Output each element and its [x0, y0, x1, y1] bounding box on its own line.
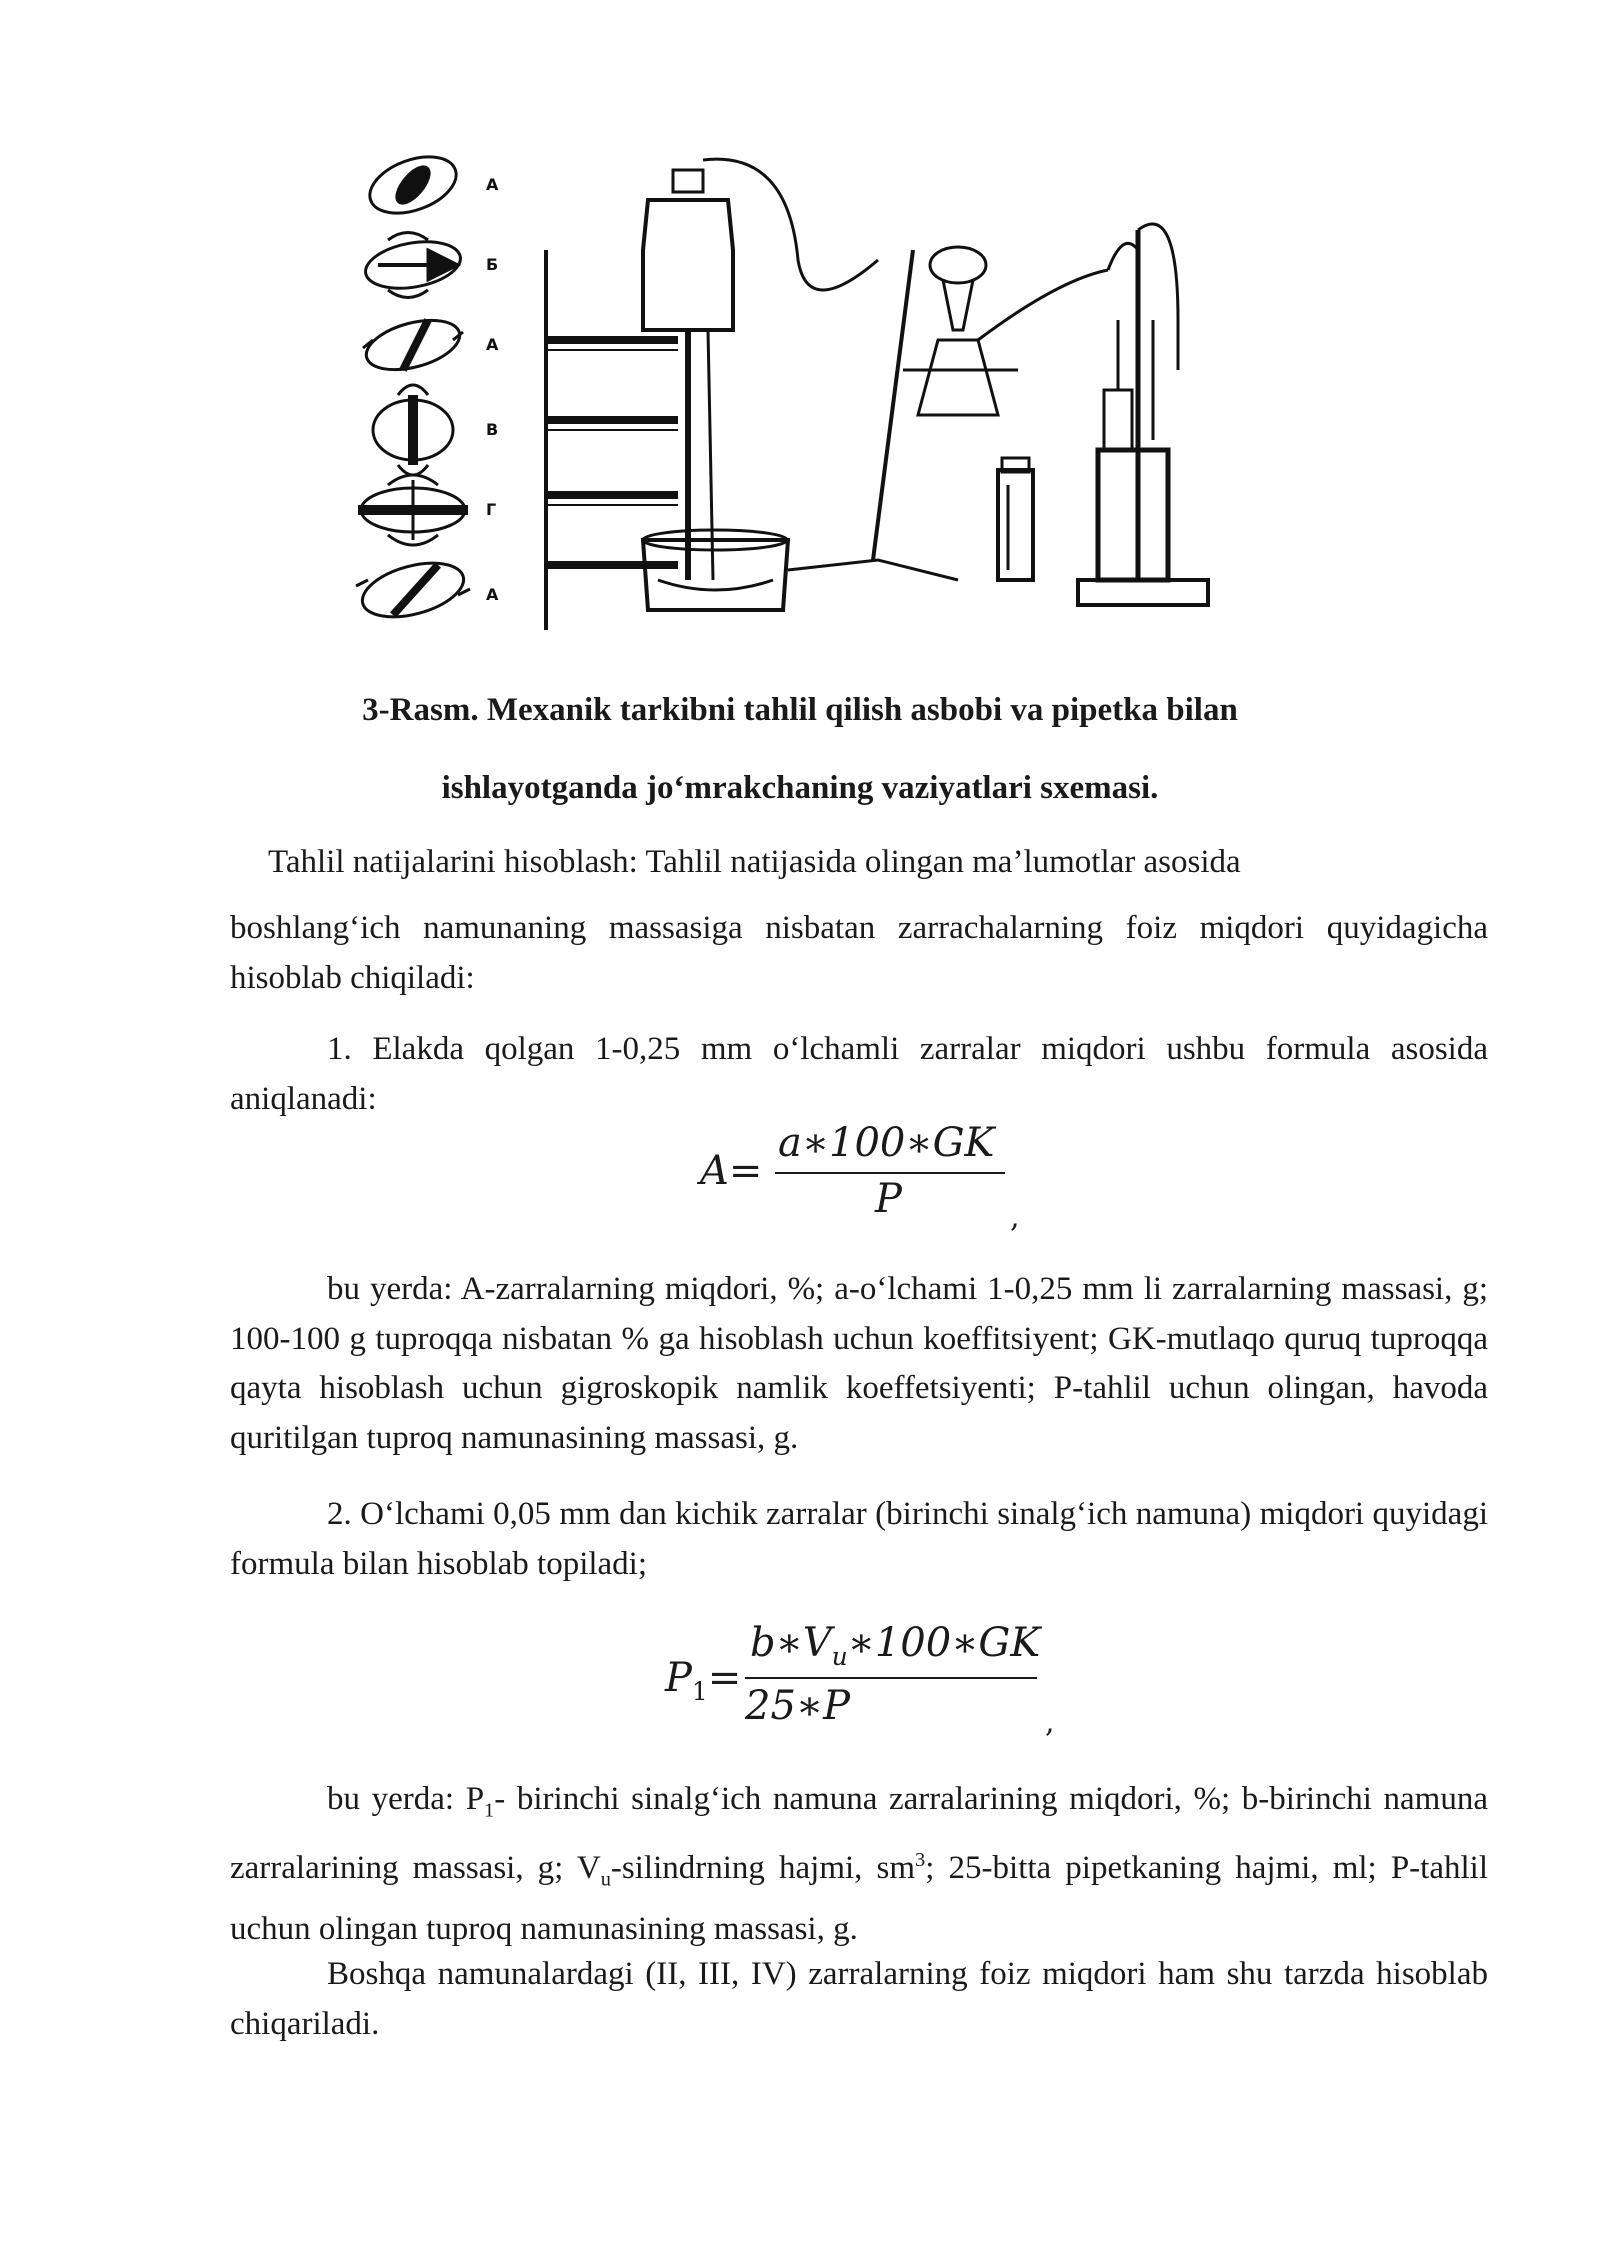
stopcock-position-1	[362, 146, 464, 224]
apparatus-figure	[318, 140, 1268, 640]
stage-letter-2: Б	[486, 255, 499, 274]
formula-P1-comma: ,	[1045, 1705, 1055, 1740]
stopcock-position-6	[356, 553, 470, 626]
stage-letter-1: А	[486, 175, 499, 194]
formula-A-numerator: a∗100∗GK	[778, 1120, 995, 1166]
paragraph-intro-line-1: Tahlil natijalarini hisoblash: Tahlil natijasida olingan ma’lumotlar asosida	[268, 844, 1241, 880]
stage-letter-6: А	[486, 585, 499, 604]
paragraph-definitions-2: bu yerda: $P_1-$ birinchi sinalg‘ich namuna zarralarining miqdori, %; b-birinchi namuna zarralarining massasi, g; $V_u$-silindrning hajmi, $sm^3$; 25-bitta pipetkaning hajmi, ml; P-tahlil uchun olingan tuproq namunasining massasi, g.	[230, 1781, 1488, 1948]
paragraph-step-1: 1. Elakda qolgan 1-0,25 mm o‘lchamli zarralar miqdori ushbu formula asosida aniqlanadi:	[230, 1031, 1488, 1117]
formula-A-fraction-bar	[775, 1172, 1005, 1174]
beaker	[643, 530, 788, 610]
formula-P1-numerator: $b∗V_u∗100∗GK$	[750, 1620, 1041, 1671]
formula-A-denominator: P	[875, 1176, 902, 1222]
formula-P1-denominator: 25∗P	[745, 1683, 850, 1729]
stopcock-position-4	[373, 385, 453, 475]
stopcock-position-5	[358, 475, 468, 545]
reservoir-bottle	[643, 159, 878, 580]
stage-letter-3: А	[486, 335, 499, 354]
formula-A-lhs: A=	[700, 1148, 763, 1194]
formula-P1-fraction-bar	[745, 1677, 1037, 1679]
figure-caption-line-2: ishlayotganda jo‘mrakchaning vaziyatlari sxemasi.	[441, 770, 1159, 806]
paragraph-definitions-1: bu yerda: A-zarralarning miqdori, %; a-o‘lchami 1-0,25 mm li zarralarning massasi, g; 100-100 g tuproqqa nisbatan % ga hisoblash uchun koeffitsiyent; GK-mutlaqo quruq tuproqqa qayta hisoblash uchun gigroskopik namlik koeffetsiyenti; P-tahlil uchun olingan, havoda quritilgan tuproq namunasining massasi, g.	[230, 1271, 1488, 1456]
apparatus-illustration	[318, 140, 1268, 640]
stopcock-position-3	[361, 311, 465, 378]
pipette-stand	[1078, 224, 1208, 605]
formula-P1-lhs: $P_1=$	[665, 1655, 742, 1706]
ring-stand	[788, 247, 1108, 580]
paragraph-step-2: 2. O‘lchami 0,05 mm dan kichik zarralar (birinchi sinalg‘ich namuna) miqdori quyidagi formula bilan hisoblab topiladi;	[230, 1496, 1488, 1582]
figure-caption-line-1: 3-Rasm. Mexanik tarkibni tahlil qilish asbobi va pipetka bilan	[362, 692, 1238, 728]
paragraph-conclusion: Boshqa namunalardagi (II, III, IV) zarralarning foiz miqdori ham shu tarzda hisoblab chiqariladi.	[230, 1956, 1488, 2042]
stopcock-position-2	[362, 233, 464, 298]
cylinder	[998, 458, 1033, 580]
shelving-rack	[546, 250, 678, 630]
formula-A-comma: ,	[1010, 1200, 1020, 1235]
paragraph-intro-rest: boshlang‘ich namunaning massasiga nisbatan zarrachalarning foiz miqdori quyidagicha hisoblab chiqiladi:	[230, 910, 1488, 996]
stage-letter-5: Г	[486, 500, 497, 519]
stage-letter-4: В	[486, 420, 499, 439]
